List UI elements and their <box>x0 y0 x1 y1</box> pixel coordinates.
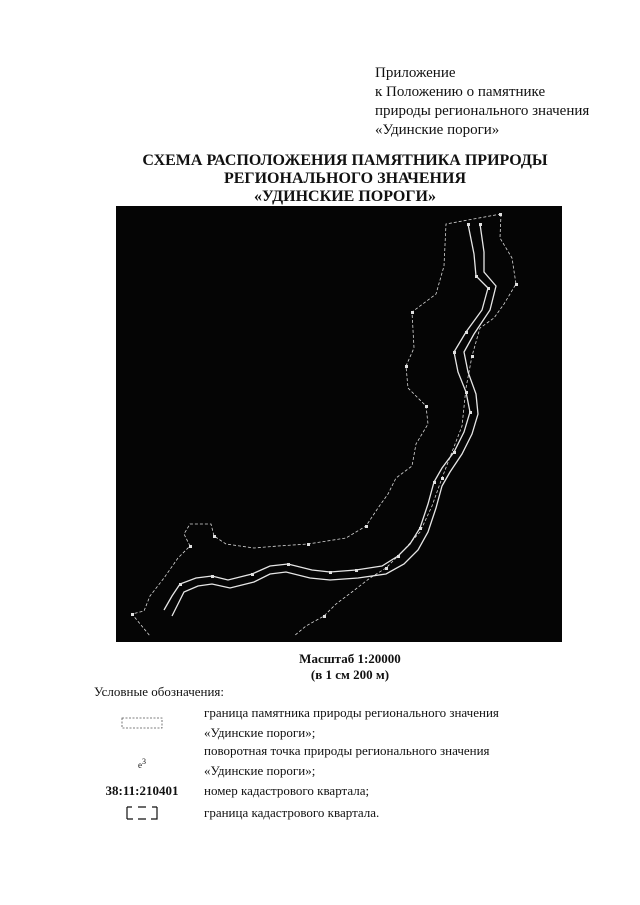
turning-point <box>433 481 436 484</box>
appendix-note <box>375 64 625 140</box>
legend-item-turning-point <box>92 741 612 781</box>
cadastral-number-sample: 38:11:210401 <box>105 783 179 798</box>
legend-item-cadastral-number <box>92 781 612 803</box>
monument-boundary-inner <box>172 224 496 616</box>
turning-point <box>323 615 326 618</box>
turning-point <box>397 555 400 558</box>
turning-point <box>465 391 468 394</box>
turning-point <box>179 583 182 586</box>
title-line: «УДИНСКИЕ ПОРОГИ» <box>254 188 436 205</box>
turning-point <box>469 411 472 414</box>
turning-point <box>487 287 490 290</box>
turning-point <box>471 355 474 358</box>
map-overlay <box>116 206 562 642</box>
turning-point-letter: е <box>138 760 142 770</box>
legend-line: «Удинские пороги»; <box>204 763 316 778</box>
turning-point <box>329 571 332 574</box>
turning-point <box>467 223 470 226</box>
turning-point <box>515 283 518 286</box>
turning-point-icon <box>92 757 192 770</box>
appendix-line: к Положению о памятнике <box>375 84 546 100</box>
legend-line: граница кадастрового квартала. <box>204 805 380 820</box>
turning-point <box>307 543 310 546</box>
legend-title: Условные обозначения: <box>94 684 225 699</box>
scale-note: (в 1 см 200 м) <box>310 667 390 682</box>
map-scale <box>250 651 450 683</box>
legend-text <box>204 703 499 743</box>
legend-line: поворотная точка природы регионального значения <box>204 743 490 758</box>
legend-line: «Удинские пороги»; <box>204 725 316 740</box>
turning-point <box>453 351 456 354</box>
turning-point <box>189 545 192 548</box>
legend-item-cadastral-boundary <box>92 803 612 825</box>
turning-point <box>441 477 444 480</box>
legend-text <box>204 803 379 823</box>
cadastral-boundary-icon <box>92 805 192 826</box>
turning-point <box>211 575 214 578</box>
turning-point <box>385 567 388 570</box>
legend-text <box>204 781 369 801</box>
title-line: РЕГИОНАЛЬНОГО ЗНАЧЕНИЯ <box>223 170 466 187</box>
turning-point <box>365 525 368 528</box>
turning-point <box>411 311 414 314</box>
boundary-line-icon <box>92 715 192 736</box>
turning-point <box>213 535 216 538</box>
title-line: СХЕМА РАСПОЛОЖЕНИЯ ПАМЯТНИКА ПРИРОДЫ <box>142 152 548 169</box>
legend-item-boundary <box>92 703 612 743</box>
turning-points <box>131 213 518 618</box>
cadastral-boundary-line <box>294 214 516 636</box>
appendix-line: «Удинские пороги» <box>375 122 500 138</box>
cadastral-boundary-line <box>132 214 501 636</box>
legend-text <box>204 741 490 781</box>
document-title <box>0 152 640 206</box>
appendix-line: природы регионального значения <box>375 103 590 119</box>
legend-line: номер кадастрового квартала; <box>204 783 370 798</box>
turning-point <box>419 527 422 530</box>
turning-point <box>251 573 254 576</box>
turning-point <box>355 569 358 572</box>
monument-boundary-outer <box>164 224 488 610</box>
turning-point <box>131 613 134 616</box>
turning-point <box>465 331 468 334</box>
turning-point-number: 3 <box>142 757 146 766</box>
scale-label: Масштаб 1:20000 <box>299 651 401 666</box>
appendix-line: Приложение <box>375 65 456 81</box>
turning-point <box>499 213 502 216</box>
turning-point <box>405 365 408 368</box>
turning-point <box>287 563 290 566</box>
turning-point <box>479 223 482 226</box>
turning-point <box>425 405 428 408</box>
satellite-map <box>116 206 562 642</box>
turning-point <box>453 451 456 454</box>
turning-point <box>475 275 478 278</box>
legend-line: граница памятника природы регионального значения <box>204 705 499 720</box>
